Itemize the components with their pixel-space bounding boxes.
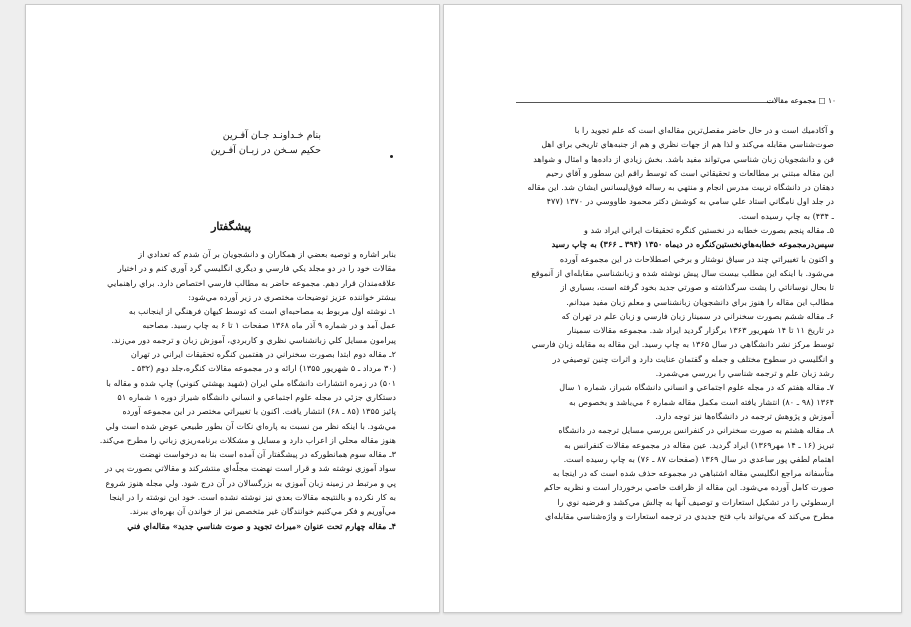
header-text: ۱۰ □ مجموعه مقالات xyxy=(766,96,836,105)
text-line: صورت كامل آورده مي‌شود. اين مقاله از ظرافت خاصي برخوردار است و نظريه حاكم xyxy=(544,482,834,493)
text-line: مطرح مي‌كند كه مي‌تواند باب فتح جديدي در ترجمه استعارات و واژه‌شناسي مقابله‌اي xyxy=(545,511,834,522)
left-page xyxy=(25,4,440,613)
text-line: ۱۳۶۴ (۹۸ ـ ۸۰) انتشار يافته است مكمل مقاله شماره ۶ مي‌باشد و بخصوص به xyxy=(569,396,834,407)
text-line: ارسطوئي را در تشكيل استعارات و توصيف آنها به چالش مي‌كشد و فرضيه نوي را xyxy=(557,496,834,507)
text-line: و اكنون با تغييراتي چند در سياق نوشتار و برخي اصطلاحات در اين مجموعه آورده xyxy=(559,253,834,264)
ornament-dot xyxy=(390,155,393,158)
text-line: (۳۰ مرداد ـ ۵ شهريور ۱۳۵۵) ارائه و در مجموعه مقالات كنگره،جلد دوم (۵۳۲ ـ xyxy=(131,363,396,374)
header-rule xyxy=(516,102,774,103)
text-line: ۳ـ مقاله سوم همانطوركه در پيشگفتار آن آمده است بنا به درخواست نهضت xyxy=(139,449,396,460)
text-line: عمل آمد و در شماره ۹ آذر ماه ۱۳۶۸ صفحات ۱ تا ۶ به چاپ رسيد. مصاحبه xyxy=(142,320,396,331)
right-page xyxy=(443,4,902,613)
text-line: پي و مرتبط در زمينه زبان آموزي به بزرگسالان در آن درج شود. ولي مجله هنوز شروع xyxy=(105,477,396,488)
text-line: آموزش و پژوهش ترجمه در دانشگاه‌ها نيز توجه دارد. xyxy=(655,410,834,421)
text-line: اين مقاله مبتني بر مطالعات و تحقيقاتي است كه توسط راقم اين سطور و آقاي رحيم xyxy=(546,167,834,178)
text-line: ۷ـ مقاله هفتم كه در مجله علوم اجتماعي و انساني دانشگاه شيراز، شماره ۱ سال xyxy=(559,382,834,393)
text-line: مي‌آوريم و فكر مي‌كنيم خوانندگان غير متخصص نيز از خواندن آن بهره‌اي ببرند. xyxy=(129,506,396,517)
text-line: دستكاري جزئي در مجله علوم اجتماعي و انساني دانشگاه شيراز دوره ۱ شماره ۵۱ xyxy=(117,391,396,402)
preface-body xyxy=(80,247,396,533)
text-line: ۵۰۱) در زمره انتشارات دانشگاه ملي ايران (شهيد بهشتي كنوني) چاپ شده و مقاله با xyxy=(106,377,396,388)
text-line: پائيز ۱۳۵۵ (۸۵ ـ ۶۸) انتشار يافت. اكنون با تغييراتي مختصر در اين مجموعه آورده xyxy=(122,406,396,417)
text-line: پيرامون مسايل كلي زبانشناسي نظري و كاربردي، آموزش زبان و ترجمه دور مي‌زند. xyxy=(111,334,396,345)
text-line: ـ ۴۳۴) به چاپ رسيده است. xyxy=(738,210,834,221)
basmala xyxy=(166,128,321,158)
page-body xyxy=(514,123,834,523)
text-line: ۴ـ مقاله چهارم تحت عنوان «ميراث تجويد و صوت شناسي جديد» مقاله‌اي فني xyxy=(127,520,396,531)
text-line: ۶ـ مقاله ششم بصورت سخنراني در سمينار زبان فارسي و زبان علم در تهران كه xyxy=(561,310,834,321)
text-line: علاقه‌مندان قرار دهم. مجموعه حاضر به مطالب فارسي اختصاص دارد. براي راهنمايي xyxy=(107,277,396,288)
text-line: صوت‌شناسي مقابله مي‌كند و لذا هم از جهات نظري و هم از جنبه‌هاي تاريخي براي اهل xyxy=(541,139,834,150)
text-line: ۵ـ مقاله پنجم بصورت خطابه در نخستين كنگره تحقيقات ايراني ايراد شد و xyxy=(583,225,834,236)
text-line: ۸ـ مقاله هشتم به صورت سخنراني در كنفرانس بررسي مسايل ترجمه در دانشگاه xyxy=(558,425,834,436)
text-line: در تاريخ ۱۱ تا ۱۴ شهريور ۱۳۶۳ برگزار گرديد ايراد شد. مجموعه مقالات سمينار xyxy=(567,325,834,336)
text-line: متأسفانه مراجع انگليسي مقاله اشتباهي در مجموعه حذف شده است كه در اينجا به xyxy=(552,468,834,479)
text-line: رشد زبان علم و ترجمه شناسي را بررسي مي‌شمرد. xyxy=(655,368,834,379)
text-line: سپس‌درمجموعه خطابه‌هاي‌نخستين‌كنگره در ديماه ۱۳۵۰ (۳۹۴ ـ ۳۶۶) به چاپ رسيد xyxy=(551,239,834,250)
text-line: مقالات خود را در دو مجلد يكي فارسي و ديگري انگليسي گرد آوري كنم و در اختيار xyxy=(117,263,396,274)
text-line: مي‌شود. با اينكه نظر من نسبت به پاره‌اي نكات آن بطور طبيعي عوض شده است ولي xyxy=(105,420,396,431)
text-line: ۱ـ نوشته اول مربوط به مصاحبه‌اي است كه توسط كيهان فرهنگي از اينجانب به xyxy=(128,306,396,317)
text-line: هنوز مقاله محلي از اعراب دارد و مسايل و مشكلات برنامه‌ريزي زباني را مطرح مي‌كند. xyxy=(99,434,396,445)
text-line: مي‌شود. با اينكه اين مطلب بيست سال پيش نوشته شده و زبانشناسي مقابله‌اي از آنموقع xyxy=(531,267,834,278)
text-line: بنابر اشاره و توصيه بعضي از همكاران و دانشجويان بر آن شدم كه تعدادي از xyxy=(138,249,396,259)
preface-title: پيشگفتار xyxy=(211,220,251,233)
text-line: به كار نكرده و بالنتيجه مقالات بعدي نيز نوشته نشده است. خود اين نوشته را در اينجا xyxy=(109,492,396,503)
text-line: اهتمام لطفي پور ساعدي در سال ۱۳۶۹ (صفحات ۸۷ ـ ۷۶) به چاپ رسيده است. xyxy=(563,453,834,464)
text-line: تا بحال نوساناتي را پشت سرگذاشته و صورتي جديد بخود گرفته است، بسياري از xyxy=(560,282,834,293)
text-line: دهقان در دانشگاه تربيت مدرس انجام و منتهي به رساله فوق‌ليسانس ايشان شد. اين مقاله xyxy=(527,182,834,193)
text-line: و انگليسي در سطوح مختلف و جمله و گفتمان عنايت دارد و اثرات چنين توصيفي در xyxy=(552,353,834,364)
text-line: سواد آموزي نوشته شد و قرار است نهضت مجلّه‌اي منتشركند و مقالاتي بصورت پي در xyxy=(104,463,396,474)
text-line: فن و دانشجويان زبان شناسي مي‌تواند مفيد باشد. بخش زيادي از داده‌ها و امثال و شواهد xyxy=(533,153,834,164)
text-line: تبريز (۱۶ ـ ۱۴ مهر۱۳۶۹) ايراد گرديد. عين مقاله در مجموعه مقالات كنفرانس به xyxy=(564,439,834,450)
text-line: در جلد اول نامگاني استاد علي سامي به كوشش دكتر محمود طاووسي در ۱۳۷۰ (۴۷۷ xyxy=(546,196,834,207)
text-line: مطالب اين مقاله را هنوز براي دانشجويان زبانشناسي و معلم زبان مفيد ميدانم. xyxy=(566,296,834,307)
text-line: ۲ـ مقاله دوم ابتدا بصورت سخنراني در هفتمين كنگره تحقيقات ايراني در تهران xyxy=(130,349,396,360)
text-line: توسط مركز نشر دانشگاهي در سال ۱۳۶۵ به چاپ رسيد. اين مقاله به مقابله زبان فارسي xyxy=(531,339,834,350)
basmala-line: بنام خـداونـد جـان آفـرين xyxy=(222,130,321,141)
basmala-line: حكيم سـخن در زبـان آفـرين xyxy=(210,145,321,156)
text-line: بيشتر خواننده عزيز توضيحات مختصري در زير آورده مي‌شود: xyxy=(188,291,396,302)
running-header xyxy=(516,96,836,108)
text-line: و آكادميك است و در حال حاضر مفصل‌ترين مقاله‌اي است كه علم تجويد را با xyxy=(574,125,834,135)
